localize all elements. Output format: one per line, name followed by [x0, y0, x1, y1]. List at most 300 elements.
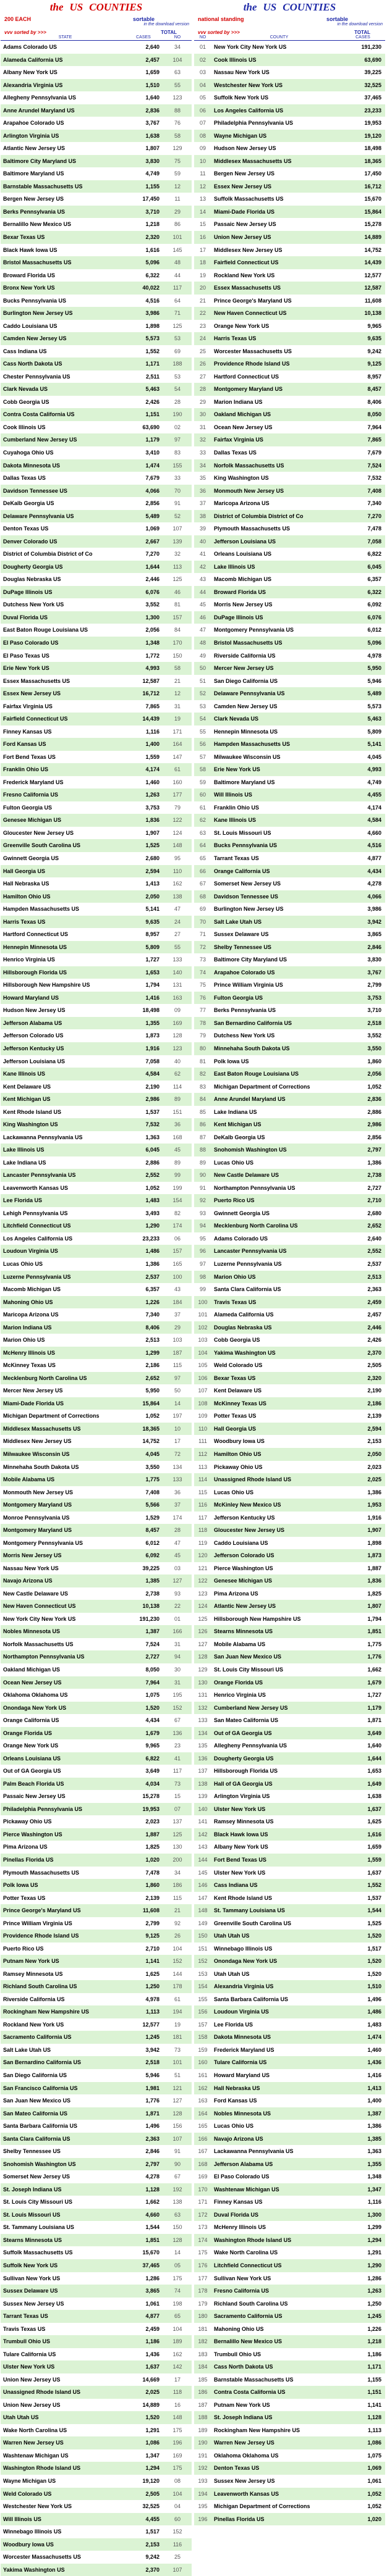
cell-cases: 2,594	[367, 1425, 381, 1432]
panel-title	[1, 0, 192, 15]
table-row	[194, 2298, 385, 2310]
cell-cases: 2,846	[145, 2148, 159, 2155]
cell-cases: 2,537	[145, 1273, 159, 1280]
cell-cases: 14,439	[364, 259, 381, 266]
cell-county: Pickaway Ohio US	[3, 1818, 52, 1825]
cell-cases: 1,116	[145, 728, 159, 735]
cell-cases: 15,864	[364, 208, 381, 215]
cell-rank: 53	[199, 703, 206, 709]
cell-cases: 8,406	[145, 1324, 159, 1331]
cell-cases: 1,186	[367, 2351, 381, 2357]
cell-county: Mecklenburg North Carolina US	[214, 1223, 298, 1229]
cell-cases: 1,075	[145, 1692, 159, 1699]
cell-county: Prince George's Maryland US	[214, 297, 292, 304]
table-row	[1, 1600, 192, 1613]
cell-rank: 92	[174, 1920, 181, 1926]
cell-county: Lake Indiana US	[214, 1108, 257, 1115]
table-row	[194, 1867, 385, 1880]
table-row	[1, 459, 192, 472]
cell-county: Trumbull Ohio US	[214, 2351, 261, 2357]
table-row	[194, 1473, 385, 1486]
table-row	[1, 662, 192, 675]
cell-rank: 133	[172, 956, 182, 963]
cell-county: Yakima Washington US	[3, 2566, 65, 2573]
cell-cases: 3,493	[145, 1210, 159, 1216]
cell-county: Macomb Michigan US	[3, 1286, 61, 1293]
table-row	[1, 2133, 192, 2146]
table-row	[194, 1308, 385, 1321]
cell-rank: 182	[198, 2338, 208, 2345]
panel-subheader	[1, 15, 192, 30]
cell-cases: 1,416	[145, 994, 159, 1001]
table-row	[194, 41, 385, 54]
table-row	[194, 54, 385, 67]
cell-cases: 7,679	[367, 450, 381, 456]
cell-rank: 58	[174, 132, 181, 139]
cell-county: Suffolk New York US	[3, 2262, 58, 2269]
cell-rank: 45	[199, 601, 206, 608]
cell-rank: 87	[199, 1134, 206, 1140]
table-row	[1, 1321, 192, 1334]
cell-cases: 17,450	[364, 170, 381, 177]
cell-county: Navajo Arizona US	[3, 1578, 53, 1584]
cell-county: St. Tammany Louisiana US	[3, 2224, 74, 2231]
table-row	[194, 142, 385, 155]
cell-rank: 03	[199, 69, 206, 76]
cell-county: Montgomery Pennsylvania US	[214, 627, 294, 634]
cell-county: Greenville South Carolina US	[214, 1920, 292, 1926]
cell-rank: 125	[172, 576, 182, 583]
cell-cases: 1,653	[367, 1768, 381, 1775]
cell-county: Washington Rhode Island US	[214, 2236, 292, 2243]
cell-cases: 6,092	[367, 601, 381, 608]
table-row	[194, 700, 385, 713]
table-row	[1, 1207, 192, 1220]
cell-county: Warren New Jersey US	[3, 2440, 64, 2446]
cell-rank: 137	[198, 1768, 208, 1775]
cell-county: Fresno California US	[3, 792, 59, 798]
cell-county: Hampden Massachusetts US	[3, 906, 80, 913]
table-row	[194, 433, 385, 446]
cell-cases: 6,822	[367, 551, 381, 558]
cell-county: Travis Texas US	[214, 1298, 257, 1305]
cell-rank: 178	[172, 1983, 182, 1990]
cell-rank: 05	[199, 94, 206, 101]
table-row	[1, 1194, 192, 1207]
cell-rank: 107	[198, 1387, 208, 1394]
cell-cases: 2,652	[367, 1223, 381, 1229]
cell-cases: 1,486	[145, 1248, 159, 1255]
table-row	[1, 865, 192, 878]
cell-county: Morris New Jersey US	[3, 1552, 62, 1559]
cell-cases: 10,138	[142, 1603, 159, 1610]
cell-cases: 4,660	[367, 829, 381, 836]
table-row	[194, 2145, 385, 2158]
cell-rank: 83	[174, 450, 181, 456]
cell-cases: 2,457	[145, 56, 159, 63]
cell-county: Ulster New York US	[214, 1805, 266, 1812]
cell-cases: 3,865	[145, 2288, 159, 2294]
cell-county: Dakota Minnesota US	[3, 462, 61, 469]
cell-county: Lucas Ohio US	[3, 1261, 43, 1267]
cell-county: Santa Clara California US	[214, 1286, 281, 1293]
table-row	[1, 522, 192, 535]
cell-rank: 53	[174, 373, 181, 380]
cell-rank: 141	[198, 1818, 208, 1825]
cell-rank: 04	[199, 82, 206, 88]
cell-cases: 1,860	[145, 1882, 159, 1889]
cell-rank: 86	[199, 1121, 206, 1128]
cell-cases: 1,300	[145, 614, 159, 621]
cell-cases: 4,993	[367, 766, 381, 773]
cell-county: Michigan Department of Corrections	[3, 1413, 100, 1420]
cell-rank: 194	[172, 2009, 182, 2015]
table-row	[194, 2259, 385, 2272]
cell-cases: 5,946	[367, 677, 381, 684]
cell-county: Jefferson Alabama US	[3, 1019, 62, 1026]
table-row	[1, 79, 192, 92]
table-row	[194, 358, 385, 370]
cell-county: Henrico Virginia US	[3, 956, 55, 963]
cell-cases: 1,347	[367, 2186, 381, 2193]
cell-rank: 27	[199, 373, 206, 380]
cell-county: Pickaway Ohio US	[214, 1463, 263, 1470]
table-row	[194, 1410, 385, 1423]
table-row	[194, 1930, 385, 1942]
cell-cases: 23,233	[364, 107, 381, 114]
cell-cases: 15,278	[142, 1793, 159, 1800]
cell-rank: 52	[174, 512, 181, 519]
cell-cases: 63,690	[364, 56, 381, 63]
cell-county: Los Angeles California US	[3, 1235, 73, 1242]
cell-county: Putnam New York US	[3, 1958, 59, 1965]
cell-county: Hartford Connecticut US	[214, 373, 279, 380]
cell-county: Essex Massachusetts US	[214, 285, 281, 291]
cell-rank: 108	[198, 1400, 208, 1407]
cell-rank: 168	[198, 2160, 208, 2167]
cell-cases: 2,363	[145, 2135, 159, 2142]
cell-cases: 2,856	[145, 500, 159, 507]
cell-cases: 14,439	[142, 716, 159, 722]
table-row	[1, 1435, 192, 1448]
cell-rank: 93	[174, 1590, 181, 1597]
cell-cases: 2,846	[367, 943, 381, 950]
cell-county: Wayne Michigan US	[214, 132, 267, 139]
cell-county: Tarrant Texas US	[3, 2313, 48, 2320]
cell-cases: 2,986	[145, 1096, 159, 1103]
cell-cases: 2,738	[145, 1590, 159, 1597]
cell-rank: 56	[199, 741, 206, 748]
column-header-state[interactable]: STATE	[58, 35, 72, 40]
table-row	[194, 865, 385, 878]
cell-rank: 154	[172, 1197, 182, 1204]
cell-rank: 95	[199, 1235, 206, 1242]
cell-rank: 129	[198, 1666, 208, 1673]
cell-county: Ford Kansas US	[3, 741, 46, 748]
cell-cases: 1,061	[145, 2300, 159, 2307]
cell-county: Macomb Michigan US	[214, 576, 272, 583]
table-row	[1, 1359, 192, 1372]
table-row	[1, 1562, 192, 1575]
cell-rank: 175	[172, 2275, 182, 2281]
cell-county: Cumberland New Jersey US	[214, 1704, 288, 1711]
cell-rank: 117	[198, 1514, 208, 1521]
cell-rank: 69	[174, 348, 181, 354]
cell-county: Lake Illinois US	[3, 1147, 45, 1153]
table-row	[1, 421, 192, 434]
table-row	[1, 561, 192, 574]
cell-cases: 8,957	[367, 373, 381, 380]
cell-county: Winnebago Illinois US	[214, 1945, 273, 1952]
cell-county: Morris New Jersey US	[214, 601, 273, 608]
cell-county: Will Illinois US	[3, 2515, 41, 2522]
cell-county: Santa Barbara California US	[214, 1996, 289, 2002]
cell-cases: 7,340	[367, 500, 381, 507]
table-row	[1, 2018, 192, 2031]
cell-cases: 1,679	[145, 1729, 159, 1736]
cell-cases: 1,069	[145, 525, 159, 532]
table-row	[1, 2361, 192, 2373]
cell-cases: 1,662	[145, 2199, 159, 2206]
table-row	[1, 1854, 192, 1867]
cell-cases: 1,250	[145, 1983, 159, 1990]
table-row	[194, 1968, 385, 1981]
cell-rank: 160	[198, 2059, 208, 2066]
cell-cases: 23,233	[142, 1235, 159, 1242]
cell-cases: 12,577	[142, 2021, 159, 2028]
column-header-cases[interactable]: CASES	[136, 35, 151, 40]
cell-rank: 117	[172, 285, 182, 291]
cell-rank: 170	[198, 2186, 208, 2193]
cell-cases: 7,478	[145, 1869, 159, 1876]
cell-cases: 1,794	[367, 1615, 381, 1622]
cell-rank: 145	[172, 246, 182, 253]
cell-cases: 4,045	[367, 753, 381, 760]
cell-rank: 116	[172, 2541, 182, 2548]
table-row	[194, 2335, 385, 2348]
cell-rank: 22	[199, 310, 206, 317]
table-row	[194, 472, 385, 485]
cell-rank: 36	[199, 487, 206, 494]
table-row	[1, 890, 192, 903]
cell-rank: 91	[174, 500, 181, 507]
cell-county: Sussex New Jersey US	[3, 2300, 64, 2307]
table-row	[1, 2069, 192, 2082]
table-row	[194, 814, 385, 827]
cell-county: Pima Arizona US	[214, 1590, 258, 1597]
cell-cases: 1,544	[367, 1907, 381, 1914]
cell-cases: 2,056	[145, 627, 159, 634]
table-row	[194, 1068, 385, 1081]
table-row	[1, 269, 192, 282]
cell-cases: 9,125	[367, 361, 381, 367]
cell-cases: 1,436	[145, 2351, 159, 2357]
cell-county: Passaic New Jersey US	[214, 221, 276, 228]
table-row	[194, 79, 385, 92]
column-header-no[interactable]: NO	[174, 35, 181, 40]
cell-rank: 114	[172, 1083, 182, 1090]
cell-rank: 08	[199, 132, 206, 139]
cell-county: Luzerne Pennsylvania US	[3, 1273, 71, 1280]
cell-cases: 1,386	[145, 1261, 159, 1267]
table-row	[1, 1739, 192, 1752]
cell-cases: 2,886	[367, 1108, 381, 1115]
cell-rank: 01	[174, 1615, 181, 1622]
cell-cases: 14,752	[142, 1438, 159, 1445]
table-row	[1, 231, 192, 244]
cell-county: Contra Costa California US	[214, 2389, 286, 2396]
cell-county: San Mateo California US	[3, 2110, 68, 2117]
table-row	[194, 91, 385, 104]
cell-rank: 112	[198, 1450, 208, 1457]
table-row	[194, 2069, 385, 2082]
cell-rank: 155	[198, 1996, 208, 2002]
cell-rank: 11	[200, 170, 206, 177]
column-header-cases[interactable]: CASES	[355, 35, 370, 40]
table-row	[1, 2525, 192, 2538]
table-row	[194, 561, 385, 574]
cell-county: Pinellas Florida US	[214, 2515, 265, 2522]
cell-county: Middlesex Massachusetts US	[214, 157, 292, 164]
cell-county: Lancaster Pennsylvania US	[214, 1248, 287, 1255]
cell-rank: 34	[199, 462, 206, 469]
cell-cases: 8,406	[367, 398, 381, 405]
cell-county: Orleans Louisiana US	[214, 551, 272, 558]
table-row	[194, 2196, 385, 2209]
cell-rank: 62	[174, 1071, 181, 1077]
cell-county: Contra Costa California US	[3, 411, 75, 418]
cell-county: Oakland Michigan US	[214, 411, 271, 418]
cell-rank: 164	[198, 2110, 208, 2117]
cell-county: Nobles Minnesota US	[3, 1628, 61, 1635]
cell-rank: 162	[172, 2351, 182, 2357]
table-row	[1, 1423, 192, 1436]
cell-cases: 10,138	[364, 310, 381, 317]
cell-cases: 2,025	[145, 2389, 159, 2396]
cell-cases: 7,408	[145, 1489, 159, 1495]
cell-county: Cass Indiana US	[214, 1882, 258, 1889]
panel-title	[194, 0, 385, 15]
cell-county: Out of GA Georgia US	[214, 1729, 272, 1736]
cell-rank: 31	[174, 1679, 181, 1686]
cell-cases: 3,410	[145, 450, 159, 456]
cell-cases: 1,483	[145, 1197, 159, 1204]
cell-county: Sacramento California US	[214, 2313, 283, 2320]
cell-cases: 1,887	[145, 1831, 159, 1838]
cell-rank: 57	[199, 753, 206, 760]
cell-rank: 33	[174, 475, 181, 482]
column-header-no[interactable]: NO	[199, 35, 206, 40]
cell-cases: 1,113	[367, 2427, 381, 2433]
cell-county: Finney Kansas US	[214, 2199, 263, 2206]
table-row	[194, 459, 385, 472]
column-header-county[interactable]: COUNTY	[270, 35, 289, 40]
table-row	[1, 1131, 192, 1144]
left-table-body	[1, 41, 192, 2576]
cell-rank: 52	[199, 690, 206, 697]
cell-cases: 6,076	[367, 614, 381, 621]
cell-rank: 181	[198, 2325, 208, 2332]
cell-county: Sussex Delaware US	[214, 931, 269, 938]
cell-county: Woodbury Iowa US	[214, 1438, 265, 1445]
cell-rank: 20	[199, 285, 206, 291]
cell-rank: 153	[198, 1970, 208, 1977]
cell-county: Albany New York US	[3, 69, 57, 76]
cell-cases: 1,525	[145, 842, 159, 849]
cell-rank: 136	[198, 1755, 208, 1762]
cell-rank: 23	[174, 1742, 181, 1749]
table-row	[1, 2386, 192, 2399]
cell-county: Woodbury Iowa US	[3, 2541, 54, 2548]
cell-cases: 1,348	[367, 2173, 381, 2180]
cell-cases: 1,245	[145, 2034, 159, 2041]
subheader-sortable: sortable	[132, 16, 155, 22]
table-row	[194, 1296, 385, 1309]
cell-rank: 15	[174, 1793, 181, 1800]
cell-cases: 1,537	[367, 1894, 381, 1901]
cell-rank: 128	[172, 2236, 182, 2243]
cell-rank: 125	[198, 1615, 208, 1622]
cell-cases: 7,865	[145, 703, 159, 709]
cell-rank: 136	[172, 1729, 182, 1736]
cell-rank: 42	[199, 563, 206, 570]
cell-cases: 2,186	[367, 1400, 381, 1407]
cell-cases: 9,635	[145, 918, 159, 925]
cell-rank: 138	[172, 893, 182, 900]
table-row	[1, 2538, 192, 2551]
column-header-row	[194, 35, 385, 41]
cell-cases: 19,120	[142, 2478, 159, 2484]
cell-cases: 2,457	[367, 1311, 381, 1318]
cell-rank: 117	[172, 1768, 182, 1775]
table-row	[194, 1118, 385, 1131]
cell-cases: 1,559	[367, 1856, 381, 1863]
cell-rank: 44	[199, 588, 206, 595]
cell-rank: 60	[174, 2515, 181, 2522]
table-row	[1, 801, 192, 814]
cell-county: Burlington New Jersey US	[214, 906, 284, 913]
cell-county: Santa Barbara California US	[3, 2123, 78, 2130]
cell-county: Burlington New Jersey US	[3, 310, 73, 317]
cell-cases: 6,045	[367, 563, 381, 570]
table-row	[194, 1917, 385, 1930]
cell-county: Potter Texas US	[214, 1413, 257, 1420]
cell-cases: 1,953	[367, 1502, 381, 1508]
cell-rank: 19	[174, 2021, 181, 2028]
cell-county: Navajo Arizona US	[214, 2135, 263, 2142]
cell-county: Black Hawk Iowa US	[3, 246, 57, 253]
cell-cases: 6,822	[145, 1755, 159, 1762]
cell-cases: 1,644	[367, 1755, 381, 1762]
cell-rank: 93	[199, 1210, 206, 1216]
cell-rank: 107	[172, 2135, 182, 2142]
cell-cases: 6,012	[145, 1539, 159, 1546]
table-row	[194, 1055, 385, 1068]
table-row	[194, 1778, 385, 1791]
cell-rank: 190	[172, 411, 182, 418]
cell-rank: 196	[172, 2440, 182, 2446]
cell-cases: 7,532	[367, 475, 381, 482]
cell-rank: 156	[198, 2009, 208, 2015]
table-row	[1, 180, 192, 193]
cell-cases: 4,516	[367, 842, 381, 849]
cell-county: Hall Nebraska US	[3, 880, 49, 887]
cell-cases: 1,644	[145, 563, 159, 570]
cell-county: East Baton Rouge Louisiana US	[3, 627, 88, 634]
cell-county: Milwaukee Wisconsin US	[214, 753, 281, 760]
table-row	[1, 117, 192, 130]
cell-rank: 07	[174, 1805, 181, 1812]
